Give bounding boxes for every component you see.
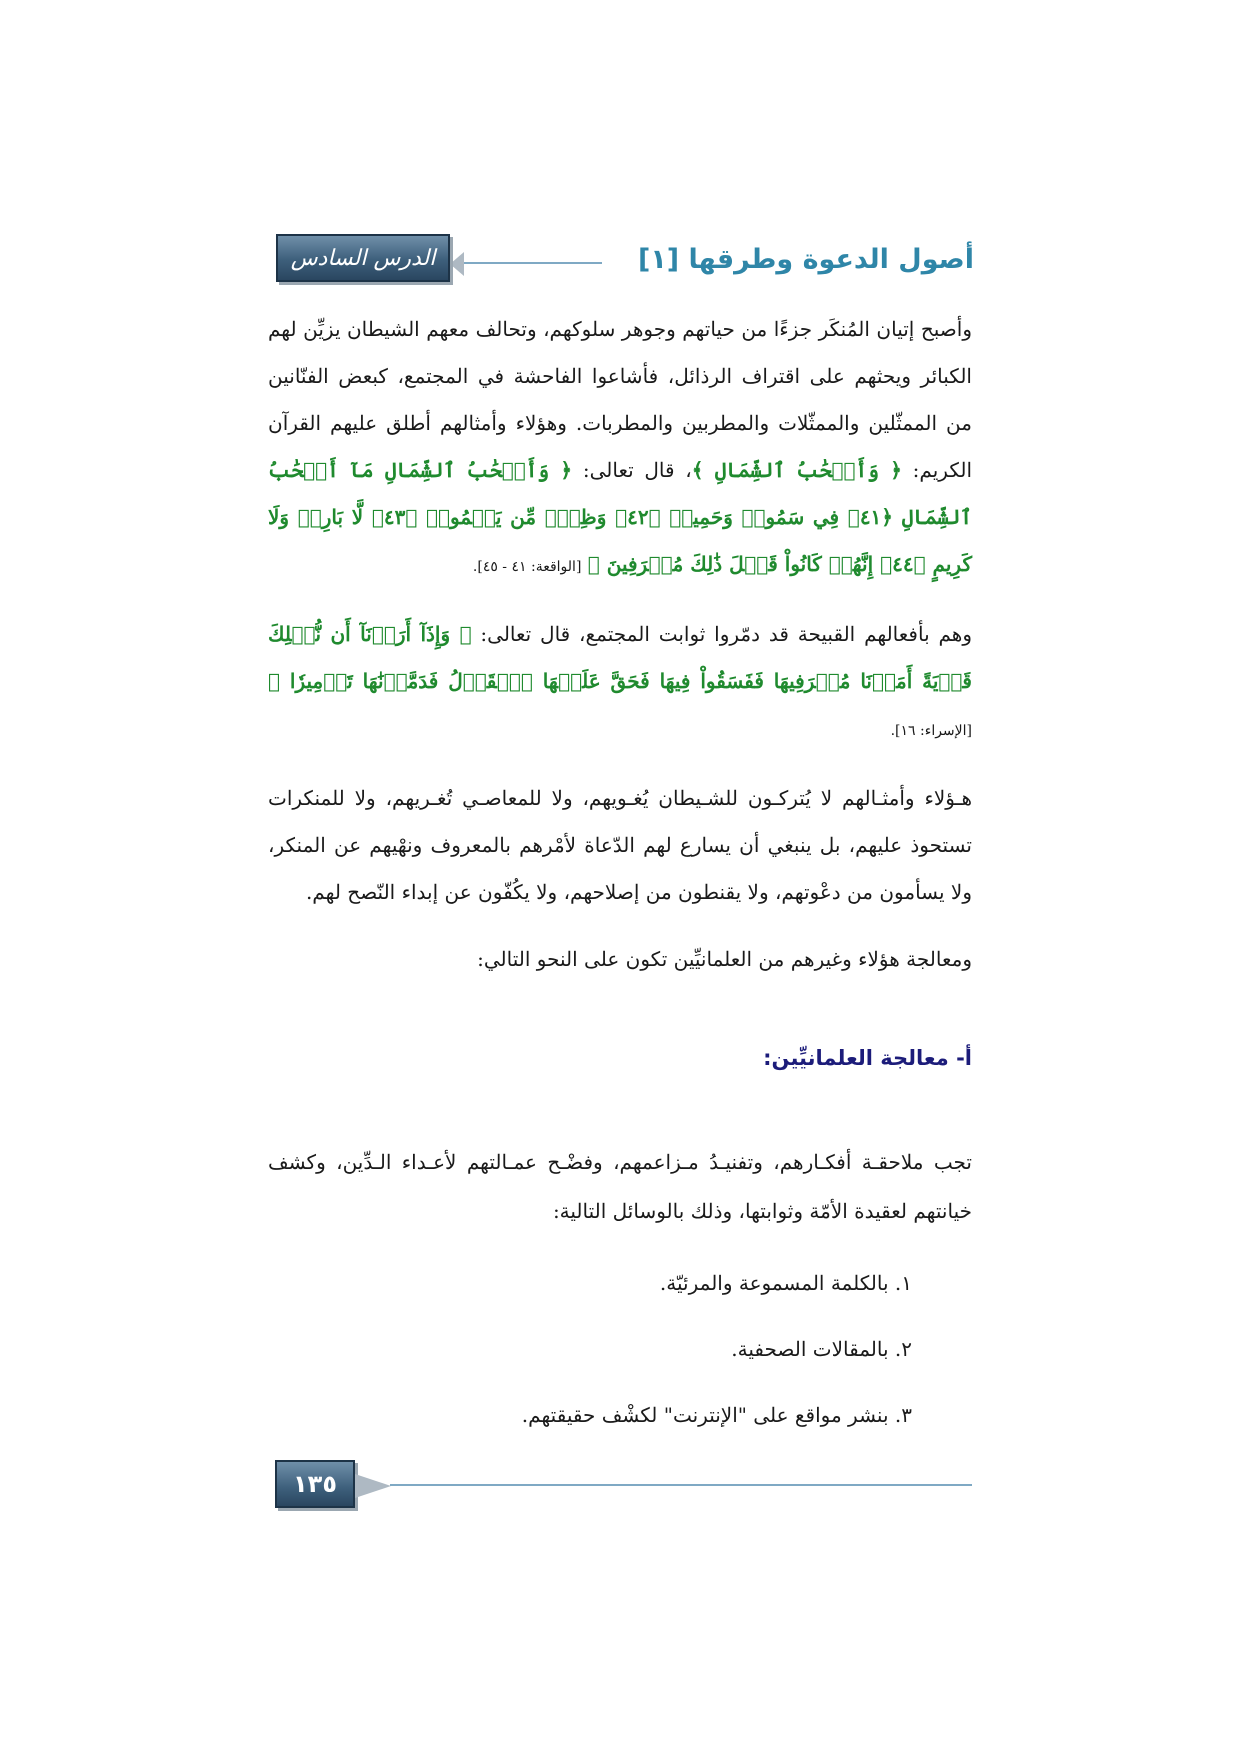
quran-verse-3: ﴿ وَإِذَآ أَرَدۡنَآ أَن نُّهۡلِكَ قَرۡيَةً أَمَرۡنَا مُتۡرَفِيهَا فَفَسَقُواْ فِيهَا فَحَقَّ عَلَيۡهَا ٱلۡقَوۡلُ فَدَمَّرۡنَٰهَا تَدۡمِيرٗا ﴾ (268, 622, 972, 693)
quran-verse-1: ﴿ وَأَصۡحَٰبُ ٱلشِّمَالِ ﴾ (691, 458, 902, 482)
verse-reference-2: [الإسراء: ١٦]. (890, 723, 972, 739)
means-list (268, 1250, 972, 1448)
verse-reference-1: [الواقعة: ٤١ - ٤٥]. (472, 559, 582, 575)
page-number (275, 1460, 355, 1508)
paragraph-4: ومعالجة هؤلاء وغيرهم من العلمانيِّين تكون على النحو التالي: (477, 947, 972, 971)
paragraph-1 (268, 306, 972, 591)
paragraph-1-mid: ، قال تعالى: (572, 458, 692, 482)
section-intro: تجب ملاحقـة أفكـارهم، وتفنيـدُ مـزاعمهم، وفضْـح عمـالتهم لأعـداء الـدِّين، وكشف خيانتهم لعقيدة الأمّة وثوابتها، وذلك بالوسائل التالية: (268, 1150, 972, 1223)
paragraph-1-text: وأصبح إتيان المُنكَر جزءًا من حياتهم وجوهر سلوكهم، وتحالف معهم الشيطان يزيِّن لهم الكبائر ويحثهم على اقتراف الرذائل، فأشاعوا الفاحشة في المجتمع، كبعض الفنّانين من الممثّلين والممثّلات والمطربين والمطربات. وهؤلاء وأمثالهم أطلق عليهم القرآن الكريم: (268, 317, 973, 482)
header-arrow-ornament (450, 252, 464, 276)
section-title: أ- معالجة العلمانيِّين: (763, 1046, 972, 1070)
header-rule (450, 262, 602, 264)
list-item: ٣. بنشر مواقع على "الإنترنت" لكشْف حقيقتهم. (521, 1403, 912, 1427)
paragraph-2 (268, 611, 972, 755)
list-item: ٢. بالمقالات الصحفية. (731, 1337, 912, 1361)
page-number-label: ١٣٥ (293, 1470, 337, 1498)
list-item: ١. بالكلمة المسموعة والمرئيّة. (659, 1271, 912, 1295)
footer-rule (390, 1484, 972, 1486)
header-title: أصول الدعوة وطرقها [١] (637, 244, 974, 275)
paragraph-3: هـؤلاء وأمثـالهم لا يُتركـون للشـيطان يُغـويهم، ولا للمعاصـي تُغـريهم، ولا للمنكرات تستحوذ عليهم، بل ينبغي أن يسارع لهم الدّعاة لأمْرهم بالمعروف ونهْيهم عن المنكر، ولا يسأمون من دعْوتهم، ولا يقنطون من إصلاحهم، ولا يكُفّون عن إبداء النّصح لهم. (268, 786, 972, 904)
quran-verse-2: ﴿ وَأَصۡحَٰبُ ٱلشِّمَالِ مَآ أَصۡحَٰبُ ٱلشِّمَالِ ﴿٤١﴾ فِي سَمُومٖ وَحَمِيمٖ ﴿٤٢﴾ وَظِلّٖ مِّن يَحۡمُومٖ ﴿٤٣﴾ لَّا بَارِدٖ وَلَا كَرِيمٍ ﴿٤٤﴾ إِنَّهُمۡ كَانُواْ قَبۡلَ ذَٰلِكَ مُتۡرَفِينَ ﴾ (268, 458, 973, 576)
main-text (268, 306, 972, 983)
paragraph-2-text: وهم بأفعالهم القبيحة قد دمّروا ثوابت المجتمع، قال تعالى: (471, 622, 972, 646)
footer-arrow-ornament (355, 1474, 391, 1498)
lesson-badge-label: الدرس السادس (290, 245, 436, 271)
lesson-badge (276, 234, 450, 282)
